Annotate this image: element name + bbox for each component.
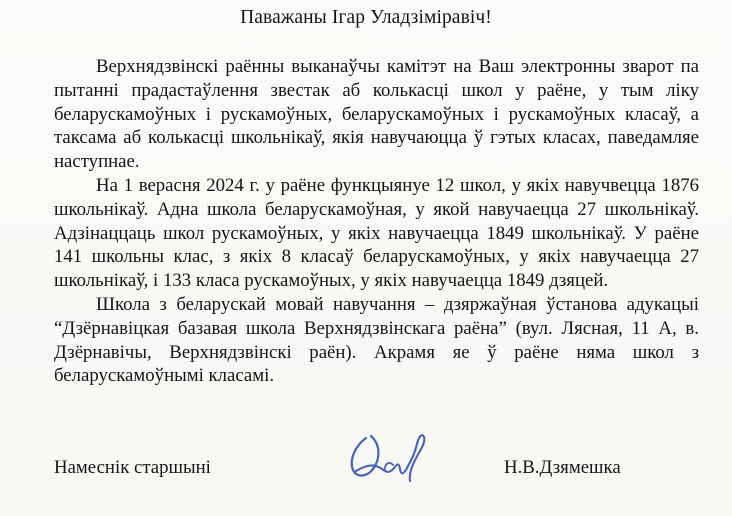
paragraph-school-statistics: На 1 верасня 2024 г. у раёне функцыянуе 12 школ, у якіх навучвецца 1876 школьнікаў. Адна школа беларускамоўная, у якой навучаецца 27 школьнікаў. Адзінаццаць школ рускамоўных, у якіх навучаецца 1849 школьнікаў. У раёне 141 школьны клас, з якіх 8 класаў беларускамоўных, у якіх навучаецца 27 школьнікаў, і 133 класа рускамоўных, у якіх навучаецца 1849 дзяцей. bbox=[54, 174, 699, 292]
paragraph-belarusian-school: Школа з беларускай мовай навучання – дзяржаўная ўстанова адукацыі “Дзёрнавіцкая базавая школа Верхнядзвінскага раёна” (вул. Лясная, 11 А, в. Дзёрнавічы, Верхнядзвінскі раён). Акрамя яе ў раёне няма школ з беларускамоўнымі класамі. bbox=[54, 293, 699, 387]
letter-body bbox=[54, 55, 699, 388]
signer-name: Н.В.Дзямешка bbox=[504, 457, 621, 478]
paragraph-request-summary: Верхнядзвінскі раённы выканаўчы камітэт на Ваш электронны зварот па пытанні прадастаўлення звестак аб колькасці школ у раёне, у тым ліку беларускамоўных і рускамоўных, беларускамоўных і рускамоўных класаў, а таксама аб колькасці школьнікаў, якія навучаюцца ў гэтых класах, паведамляе наступнае. bbox=[54, 56, 699, 173]
signer-position: Намеснік старшыні bbox=[54, 457, 211, 478]
letter-greeting: Паважаны Ігар Уладзіміравіч! bbox=[240, 7, 492, 28]
handwritten-signature-icon bbox=[338, 420, 434, 486]
